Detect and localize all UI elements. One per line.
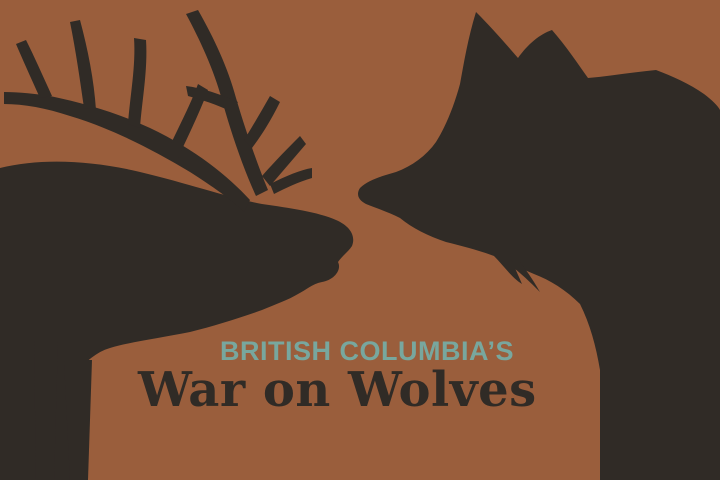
elk-antler-tine-1 xyxy=(16,40,52,98)
elk-antler-tine-3 xyxy=(128,38,146,128)
headline-subtitle: BRITISH COLUMBIA’S xyxy=(220,336,515,366)
headline-title: War on Wolves xyxy=(138,362,537,418)
elk-antler-tine-2 xyxy=(70,20,96,110)
elk-leg-front xyxy=(34,340,58,480)
elk-antler-tine-6 xyxy=(244,96,280,148)
